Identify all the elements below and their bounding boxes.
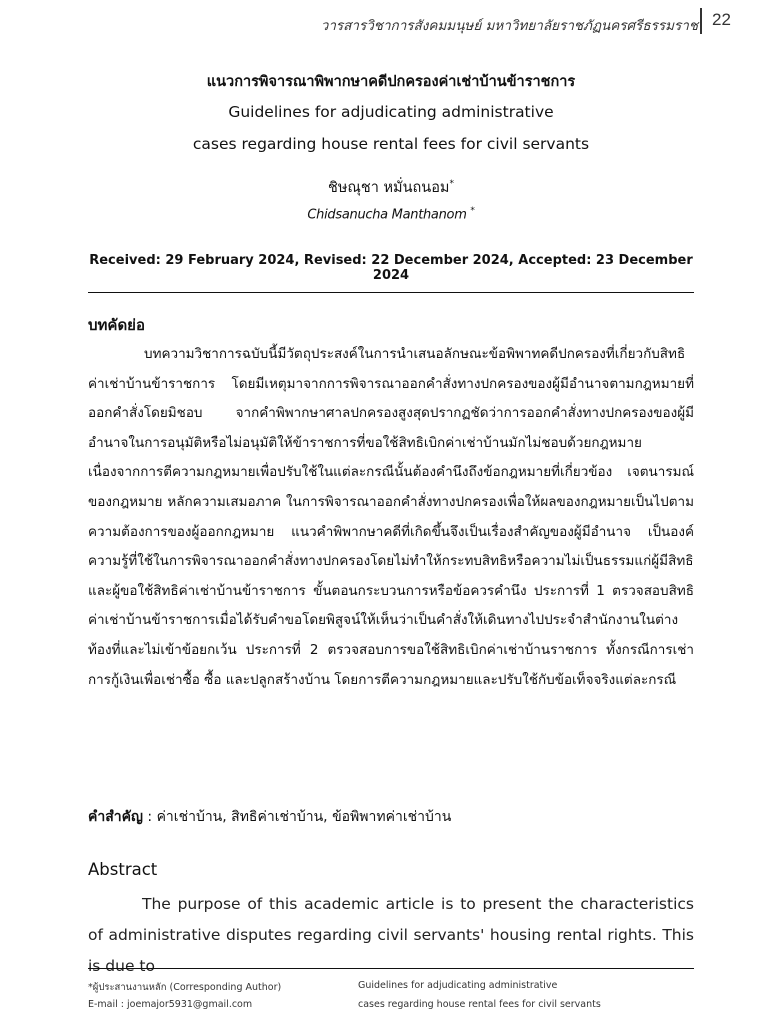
footnote-running-title-1: Guidelines for adjudicating administrative: [358, 980, 558, 991]
title-thai: แนวการพิจารณาพิพากษาคดีปกครองค่าเช่าบ้านข้าราชการ: [206, 74, 576, 90]
keywords-label: คำสำคัญ: [88, 809, 143, 825]
author-mark-en: *: [470, 206, 475, 216]
abstract-english-body: The purpose of this academic article is to present the characteristics of administrative disputes regarding civil servants' housing rental rights. This is due to: [88, 895, 694, 975]
footnote-running-title-2: cases regarding house rental fees for civil servants: [358, 999, 601, 1010]
keywords: [88, 806, 694, 828]
author-mark: *: [449, 179, 454, 190]
abstract-thai-body: บทความวิชาการฉบับนี้มีวัตถุประสงค์ในการนำเสนอลักษณะข้อพิพาทคดีปกครองที่เกี่ยวกับสิทธิค่าเช่าบ้านข้าราชการ โดยมีเหตุมาจากการพิจารณาออกคำสั่งทางปกครองของผู้มีอำนาจตามกฎหมายที่ออกคำสั่งโดยมิชอบ จากคำพิพากษาศาลปกครองสูงสุดปรากฏชัดว่าการออกคำสั่งทางปกครองของผู้มีอำนาจในการอนุมัติหรือไม่อนุมัติให้ข้าราชการที่ขอใช้สิทธิเบิกค่าเช่าบ้านมักไม่ชอบด้วยกฎหมาย เนื่องจากการตีความกฎหมายเพื่อปรับใช้ในแต่ละกรณีนั้นต้องคำนึงถึงข้อกฎหมายที่เกี่ยวข้อง เจตนารมณ์ของกฎหมาย หลักความเสมอภาค ในการพิจารณาออกคำสั่งทางปกครองเพื่อให้ผลของกฎหมายเป็นไปตามความต้องการของผู้ออกกฎหมาย แนวคำพิพากษาคดีที่เกิดขึ้นจึงเป็นเรื่องสำคัญของผู้มีอำนาจ เป็นองค์ความรู้ที่ใช้ในการพิจารณาออกคำสั่งทางปกครองโดยไม่ทำให้กระทบสิทธิหรือความไม่เป็นธรรมแก่ผู้มีสิทธิและผู้ขอใช้สิทธิค่าเช่าบ้านข้าราชการ ขั้นตอนกระบวนการหรือข้อควรคำนึง ประการที่ 1 ตรวจสอบสิทธิค่าเช่าบ้านข้าราชการเมื่อได้รับคำขอโดยพิสูจน์ให้เห็นว่าเป็นคำสั่งให้เดินทางไปประจำสำนักงานในต่างท้องที่และไม่เข้าข้อยกเว้น ประการที่ 2 ตรวจสอบการขอใช้สิทธิเบิกค่าเช่าบ้านราชการ ทั้งกรณีการเช่า การกู้เงินเพื่อเช่าซื้อ ซื้อ และปลูกสร้างบ้าน โดยการตีความกฎหมายและปรับใช้กับข้อเท็จจริงแต่ละกรณี: [88, 346, 694, 688]
author-thai: [88, 176, 694, 199]
submission-dates: Received: 29 February 2024, Revised: 22 December 2024, Accepted: 23 December 2024: [88, 253, 694, 293]
abstract-english-heading: Abstract: [88, 860, 158, 879]
title-english-line-1: Guidelines for adjudicating administrative: [228, 103, 554, 121]
journal-header: วารสารวิชาการสังคมมนุษย์ มหาวิทยาลัยราชภัฏนครศรีธรรมราช: [320, 18, 698, 34]
author-thai-name: ชิษณุชา หมั่นถนอม: [328, 180, 450, 196]
author-english-name: Chidsanucha Manthanom: [307, 207, 467, 223]
author-english: [88, 206, 694, 222]
footnote-email: E-mail : joemajor5931@gmail.com: [88, 999, 253, 1010]
title-english-line-2: cases regarding house rental fees for civil servants: [192, 135, 590, 153]
footnote-divider: [88, 968, 694, 969]
page-number: 22: [712, 10, 731, 29]
abstract-thai-heading: บทคัดย่อ: [88, 316, 145, 334]
keywords-list: ค่าเช่าบ้าน, สิทธิค่าเช่าบ้าน, ข้อพิพาทค่าเช่าบ้าน: [156, 809, 452, 825]
keywords-separator: :: [142, 809, 157, 825]
footnote-corresponding-author: *ผู้ประสานงานหลัก (Corresponding Author): [88, 982, 282, 993]
